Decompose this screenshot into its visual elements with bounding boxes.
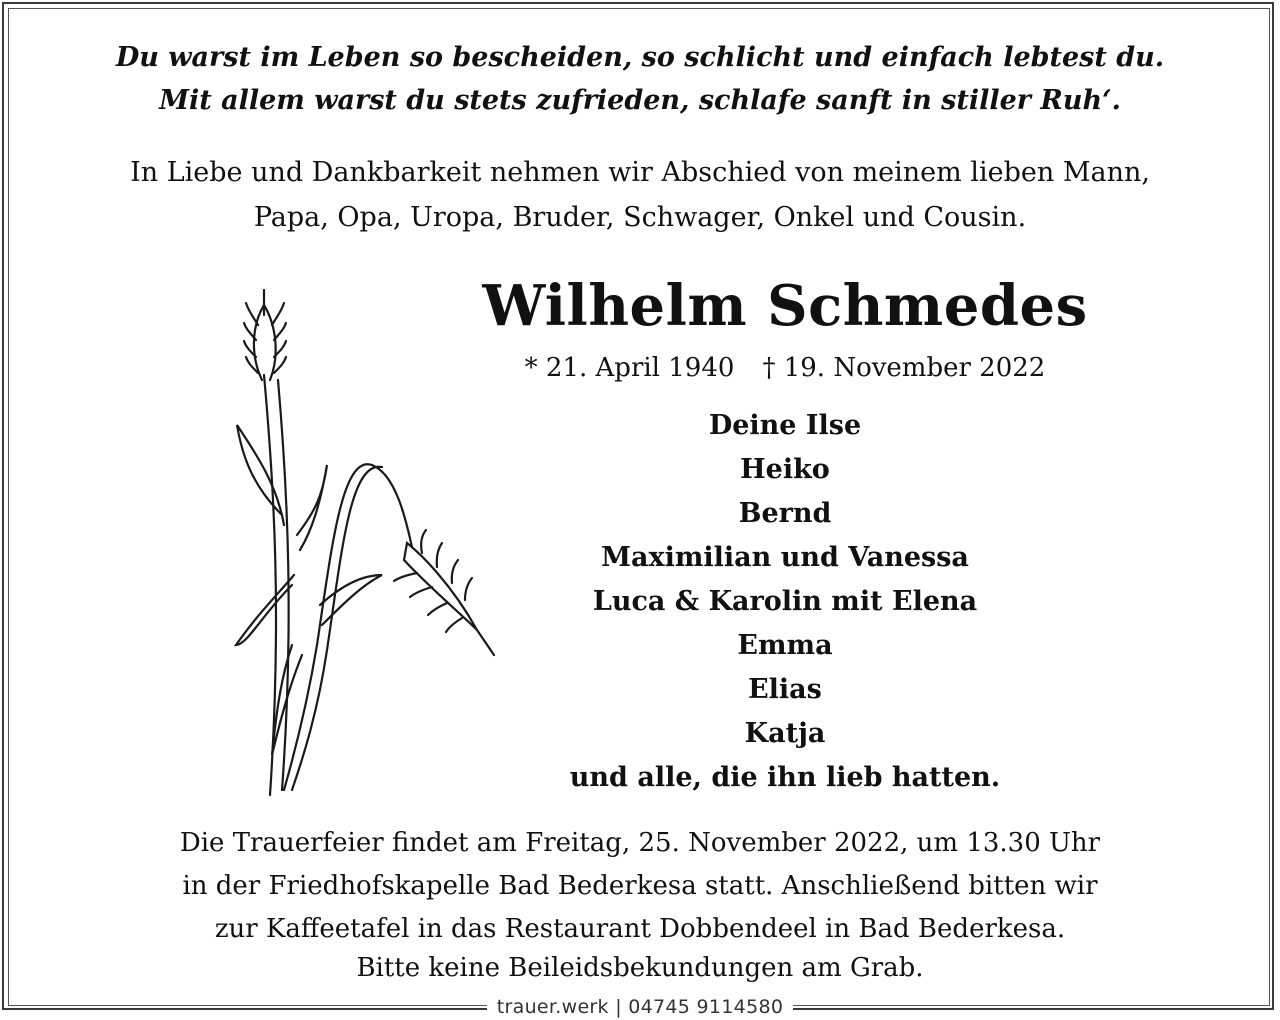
deceased-name: Wilhelm Schmedes bbox=[482, 273, 1088, 339]
footer-credit bbox=[0, 994, 1280, 1020]
life-dates bbox=[470, 348, 1100, 388]
wheat-ears-icon bbox=[222, 285, 512, 800]
mourners-list bbox=[470, 404, 1100, 800]
memorial-quote bbox=[0, 36, 1280, 122]
mourner-item: Deine Ilse bbox=[708, 410, 862, 441]
quote-line-1: Du warst im Leben so bescheiden, so schlicht und einfach lebtest du. bbox=[115, 42, 1165, 73]
condolence-note: Bitte keine Beileidsbekundungen am Grab. bbox=[356, 953, 924, 983]
mourner-item: Katja bbox=[744, 718, 826, 749]
mourner-item: Emma bbox=[737, 630, 833, 661]
service-line-2: in der Friedhofskapelle Bad Bederkesa statt. Anschließend bitten wir bbox=[182, 871, 1098, 901]
quote-line-2: Mit allem warst du stets zufrieden, schlafe sanft in stiller Ruh‘. bbox=[159, 85, 1121, 116]
footer-text: trauer.werk | 04745 9114580 bbox=[487, 994, 793, 1020]
mourner-item: Maximilian und Vanessa bbox=[601, 542, 969, 573]
service-details bbox=[0, 822, 1280, 951]
birth-date: * 21. April 1940 bbox=[524, 353, 735, 383]
mourner-item: Bernd bbox=[738, 498, 832, 529]
mourner-item: und alle, die ihn lieb hatten. bbox=[569, 762, 1001, 793]
service-line-3: zur Kaffeetafel in das Restaurant Dobbendeel in Bad Bederkesa. bbox=[214, 914, 1066, 944]
death-date: † 19. November 2022 bbox=[762, 353, 1046, 383]
intro-line-2: Papa, Opa, Uropa, Bruder, Schwager, Onkel und Cousin. bbox=[253, 202, 1027, 233]
mourner-item: Luca & Karolin mit Elena bbox=[592, 586, 978, 617]
intro-text bbox=[0, 150, 1280, 240]
mourner-item: Elias bbox=[748, 674, 822, 705]
service-line-1: Die Trauerfeier findet am Freitag, 25. November 2022, um 13.30 Uhr bbox=[179, 828, 1101, 858]
intro-line-1: In Liebe und Dankbarkeit nehmen wir Abschied von meinem lieben Mann, bbox=[130, 157, 1150, 188]
mourner-item: Heiko bbox=[740, 454, 830, 485]
